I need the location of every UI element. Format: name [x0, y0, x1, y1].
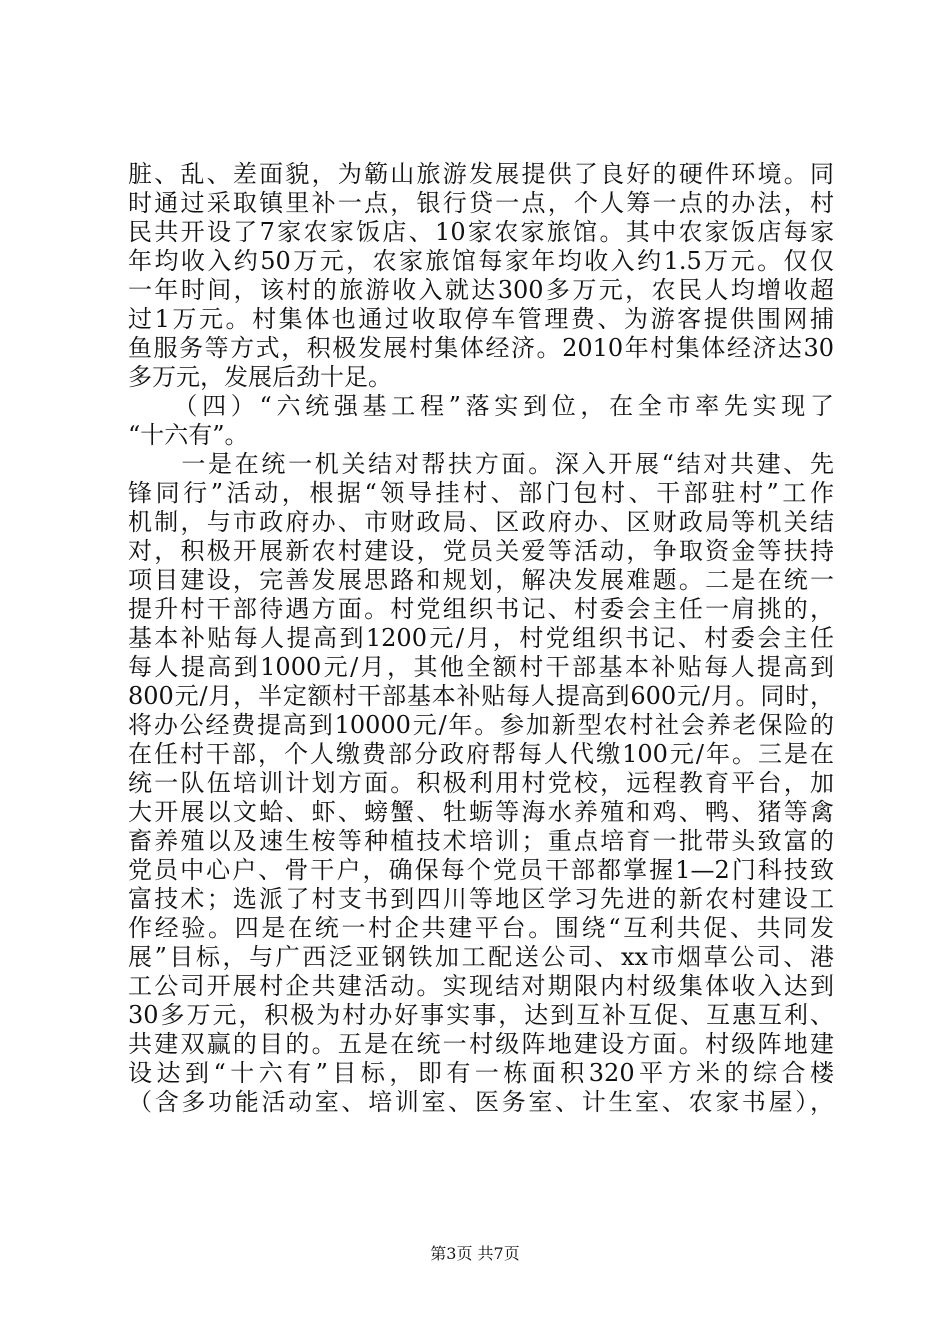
text-line: 共建双赢的目的。五是在统一村级阵地建设方面。村级阵地建	[128, 1030, 834, 1058]
document-body	[128, 160, 834, 1117]
page-footer: 第3页 共7页	[430, 1244, 520, 1263]
text-line: 统一队伍培训计划方面。积极利用村党校，远程教育平台，加	[128, 769, 834, 797]
text-line: 工公司开展村企共建活动。实现结对期限内村级集体收入达到	[128, 972, 834, 1000]
text-line: 一是在统一机关结对帮扶方面。深入开展“结对共建、先	[128, 450, 834, 478]
text-line: 时通过采取镇里补一点，银行贷一点，个人筹一点的办法，村	[128, 189, 834, 217]
text-line: （含多功能活动室、培训室、医务室、计生室、农家书屋），	[128, 1088, 834, 1116]
text-line: “十六有”。	[128, 421, 249, 449]
text-line: 800元/月，半定额村干部基本补贴每人提高到600元/月。同时，	[128, 682, 834, 710]
text-line: 大开展以文蛤、虾、螃蟹、牡蛎等海水养殖和鸡、鸭、猪等禽	[128, 798, 834, 826]
text-line: 畜养殖以及速生桉等种植技术培训；重点培育一批带头致富的	[128, 827, 834, 855]
text-line: 将办公经费提高到10000元/年。参加新型农村社会养老保险的	[128, 711, 834, 739]
text-line: 一年时间，该村的旅游收入就达300多万元，农民人均增收超	[128, 276, 834, 304]
text-line: 提升村干部待遇方面。村党组织书记、村委会主任一肩挑的，	[128, 595, 834, 623]
text-line: 脏、乱、差面貌，为簕山旅游发展提供了良好的硬件环境。同	[128, 160, 834, 188]
text-line: 每人提高到1000元/月，其他全额村干部基本补贴每人提高到	[128, 653, 834, 681]
text-line: 在任村干部，个人缴费部分政府帮每人代缴100元/年。三是在	[128, 740, 834, 768]
text-line: 机制，与市政府办、市财政局、区政府办、区财政局等机关结	[128, 508, 834, 536]
text-line: 富技术；选派了村支书到四川等地区学习先进的新农村建设工	[128, 885, 834, 913]
text-line: 设达到“十六有”目标，即有一栋面积320平方米的综合楼	[128, 1059, 834, 1087]
text-line: 年均收入约50万元，农家旅馆每家年均收入约1.5万元。仅仅	[128, 247, 834, 275]
text-line: 锋同行”活动，根据“领导挂村、部门包村、干部驻村”工作	[128, 479, 834, 507]
text-line: 基本补贴每人提高到1200元/月，村党组织书记、村委会主任	[128, 624, 834, 652]
text-line: 项目建设，完善发展思路和规划，解决发展难题。二是在统一	[128, 566, 834, 594]
text-line: （四）“六统强基工程”落实到位，在全市率先实现了	[128, 392, 834, 420]
text-line: 党员中心户、骨干户，确保每个党员干部都掌握1—2门科技致	[128, 856, 834, 884]
text-line: 过1万元。村集体也通过收取停车管理费、为游客提供围网捕	[128, 305, 834, 333]
text-line: 民共开设了7家农家饭店、10家农家旅馆。其中农家饭店每家	[128, 218, 834, 246]
text-line: 对，积极开展新农村建设，党员关爱等活动，争取资金等扶持	[128, 537, 834, 565]
text-line: 作经验。四是在统一村企共建平台。围绕“互利共促、共同发	[128, 914, 834, 942]
text-line: 鱼服务等方式，积极发展村集体经济。2010年村集体经济达30	[128, 334, 834, 362]
text-line: 30多万元，积极为村办好事实事，达到互补互促、互惠互利、	[128, 1001, 834, 1029]
text-line: 展”目标，与广西泛亚钢铁加工配送公司、xx市烟草公司、港	[128, 943, 834, 971]
text-line: 多万元，发展后劲十足。	[128, 363, 392, 391]
